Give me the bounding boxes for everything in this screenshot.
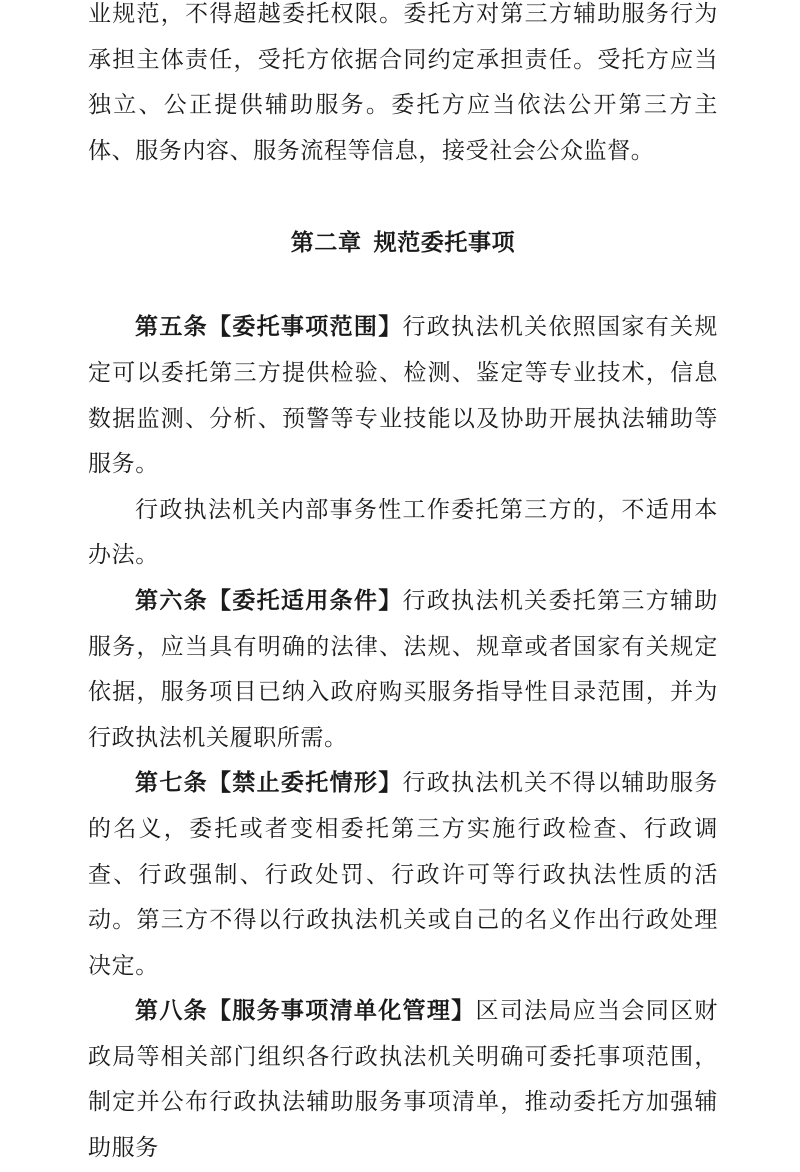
- document-page: [88, 0, 718, 1172]
- article-5-heading: 第五条【委托事项范围】: [135, 314, 403, 341]
- article-5-paragraph: [88, 305, 718, 487]
- article-8-heading: 第八条【服务事项清单化管理】: [135, 998, 476, 1025]
- article-8-paragraph: [88, 989, 718, 1171]
- intro-paragraph: 业规范，不得超越委托权限。委托方对第三方辅助服务行为承担主体责任，受托方依据合同约定承担责任。受托方应当独立、公正提供辅助服务。委托方应当依法公开第三方主体、服务内容、服务流程等信息，接受社会公众监督。: [88, 1, 718, 164]
- article-5-text: 行政执法机关依照国家有关规定可以委托第三方提供检验、检测、鉴定等专业技术，信息数据监测、分析、预警等专业技能以及协助开展执法辅助等服务。: [88, 314, 718, 478]
- article-7-paragraph: [88, 761, 718, 989]
- article-6-text: 行政执法机关委托第三方辅助服务，应当具有明确的法律、法规、规章或者国家有关规定依据，服务项目已纳入政府购买服务指导性目录范围，并为行政执法机关履职所需。: [88, 587, 718, 751]
- article-7-heading: 第七条【禁止委托情形】: [135, 770, 403, 797]
- article-6-paragraph: [88, 579, 718, 761]
- article-7-text: 行政执法机关不得以辅助服务的名义，委托或者变相委托第三方实施行政检查、行政调查、行政强制、行政处罚、行政许可等行政执法性质的活动。第三方不得以行政执法机关或自己的名义作出行政处理决定。: [88, 770, 718, 979]
- chapter-number: 第二章: [290, 230, 362, 257]
- chapter-title: 规范委托事项: [373, 230, 516, 257]
- article-6-heading: 第六条【委托适用条件】: [135, 587, 403, 614]
- article-8-text: 区司法局应当会同区财政局等相关部门组织各行政执法机关明确可委托事项范围，制定并公布行政执法辅助服务事项清单，推动委托方加强辅助服务: [88, 998, 719, 1162]
- chapter-heading: [88, 224, 718, 257]
- article-5-paragraph-2: 行政执法机关内部事务性工作委托第三方的，不适用本办法。: [88, 496, 718, 569]
